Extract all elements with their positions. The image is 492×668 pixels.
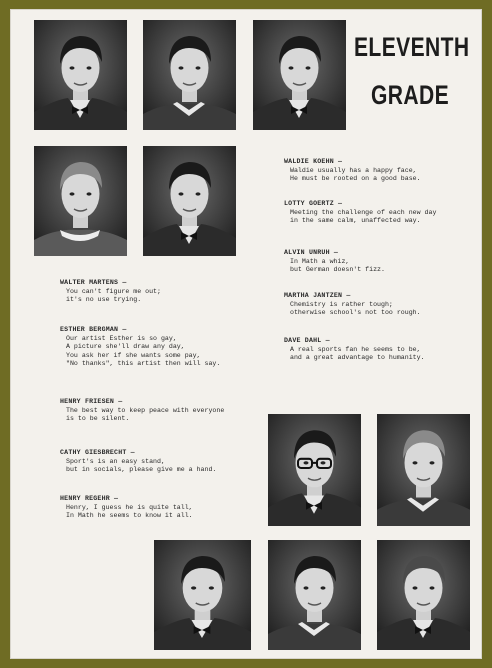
portrait-photo — [377, 540, 470, 650]
portrait-image — [253, 20, 346, 130]
portrait-photo — [143, 20, 236, 130]
portrait-image — [143, 20, 236, 130]
student-verse: You can't figure me out; — [66, 287, 161, 295]
student-verse: Meeting the challenge of each new day — [290, 208, 437, 216]
student-verse: it's no use trying. — [66, 296, 142, 304]
student-verse: The best way to keep peace with everyone — [66, 406, 225, 414]
portrait-image — [154, 540, 251, 650]
title-line-1: ELEVENTH — [354, 32, 470, 62]
student-entry — [60, 398, 224, 424]
student-entry — [60, 326, 220, 369]
student-verse: He must be rooted on a good base. — [290, 175, 421, 183]
student-verse: Henry, I guess he is quite tall, — [66, 503, 193, 511]
portrait-photo — [377, 414, 470, 526]
portrait-image — [34, 146, 127, 256]
student-name: ESTHER BERGMAN — — [60, 326, 127, 333]
student-verse: A picture she'll draw any day, — [66, 343, 185, 351]
portrait-photo — [268, 540, 361, 650]
student-name: WALTER MARTENS — — [60, 279, 127, 286]
student-entry — [284, 337, 425, 363]
student-verse: In Math he seems to know it all. — [66, 512, 193, 520]
student-name: WALDIE KOEHN — — [284, 158, 343, 165]
student-name: DAVE DAHL — — [284, 337, 330, 344]
student-name: CATHY GIESBRECHT — — [60, 449, 135, 456]
student-entry — [284, 249, 385, 275]
portrait-image — [268, 414, 361, 526]
portrait-image — [377, 540, 470, 650]
student-verse: In Math a whiz, — [290, 257, 350, 265]
portrait-photo — [268, 414, 361, 526]
student-entry — [60, 449, 216, 475]
portrait-photo — [143, 146, 236, 256]
student-verse: "No thanks", this artist then will say. — [66, 360, 221, 368]
student-verse: Waldie usually has a happy face, — [290, 166, 417, 174]
portrait-photo — [253, 20, 346, 130]
student-verse: otherwise school's not too rough. — [290, 309, 421, 317]
portrait-photo — [34, 146, 127, 256]
student-entry — [284, 200, 436, 226]
student-verse: A real sports fan he seems to be, — [290, 345, 421, 353]
student-verse: Chemistry is rather tough; — [290, 300, 393, 308]
student-name: ALVIN UNRUH — — [284, 249, 339, 256]
student-name: HENRY REGEHR — — [60, 495, 119, 502]
student-entry — [60, 279, 161, 305]
student-verse: You ask her if she wants some pay, — [66, 351, 201, 359]
student-verse: Our artist Esther is so gay, — [66, 334, 177, 342]
portrait-photo — [154, 540, 251, 650]
student-name: HENRY FRIESEN — — [60, 398, 123, 405]
student-verse: but German doesn't fizz. — [290, 266, 385, 274]
student-verse: in the same calm, unaffected way. — [290, 217, 421, 225]
student-entry — [60, 495, 193, 521]
portrait-photo — [34, 20, 127, 130]
portrait-image — [268, 540, 361, 650]
student-entry — [284, 292, 421, 318]
student-verse: and a great advantage to humanity. — [290, 354, 425, 362]
student-entry — [284, 158, 421, 184]
portrait-image — [34, 20, 127, 130]
student-name: MARTHA JANTZEN — — [284, 292, 351, 299]
student-verse: but in socials, please give me a hand. — [66, 466, 217, 474]
student-verse: Sport's is an easy stand, — [66, 457, 165, 465]
student-name: LOTTY GOERTZ — — [284, 200, 343, 207]
portrait-image — [143, 146, 236, 256]
student-verse: is to be silent. — [66, 415, 130, 423]
portrait-image — [377, 414, 470, 526]
title-line-2: GRADE — [371, 80, 450, 110]
